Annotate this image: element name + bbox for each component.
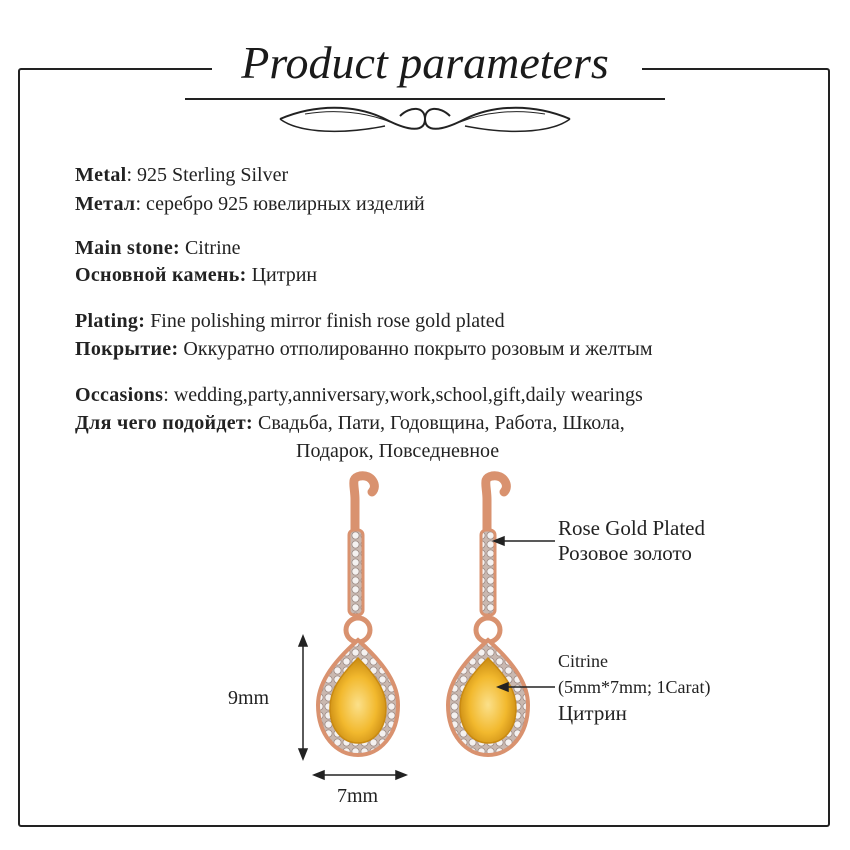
stone-size-annotation: (5mm*7mm; 1Carat)	[558, 677, 711, 697]
plating-annotation-ru: Розовое золото	[558, 541, 692, 565]
right-earring	[448, 476, 528, 755]
spec-plating-ru: Покрытие: Оккуратно отполированно покрыто розовым и желтым	[75, 338, 653, 360]
spec-metal-ru: Метал: серебро 925 ювелирных изделий	[75, 193, 425, 215]
spec-stone-ru: Основной камень: Цитрин	[75, 264, 318, 286]
plating-annotation-en: Rose Gold Plated	[558, 516, 705, 540]
spec-occasions-en: Occasions: wedding,party,anniversary,work,school,gift,daily wearings	[75, 384, 643, 406]
spec-occasions-ru: Для чего подойдет: Свадьба, Пати, Годовщина, Работа, Школа,	[75, 412, 625, 434]
left-earring	[318, 476, 398, 755]
spec-plating-en: Plating: Fine polishing mirror finish rose gold plated	[75, 310, 505, 332]
width-dimension-label: 7mm	[337, 785, 379, 807]
page-title: Product parameters	[241, 37, 609, 88]
spec-stone-en: Main stone: Citrine	[75, 237, 241, 259]
stone-annotation-en: Citrine	[558, 651, 608, 671]
height-dimension-label: 9mm	[228, 687, 270, 709]
spec-occasions-ru-continued: Подарок, Повседневное	[296, 440, 500, 462]
spec-metal-en: Metal: 925 Sterling Silver	[75, 164, 289, 186]
stone-annotation-ru: Цитрин	[558, 701, 627, 725]
